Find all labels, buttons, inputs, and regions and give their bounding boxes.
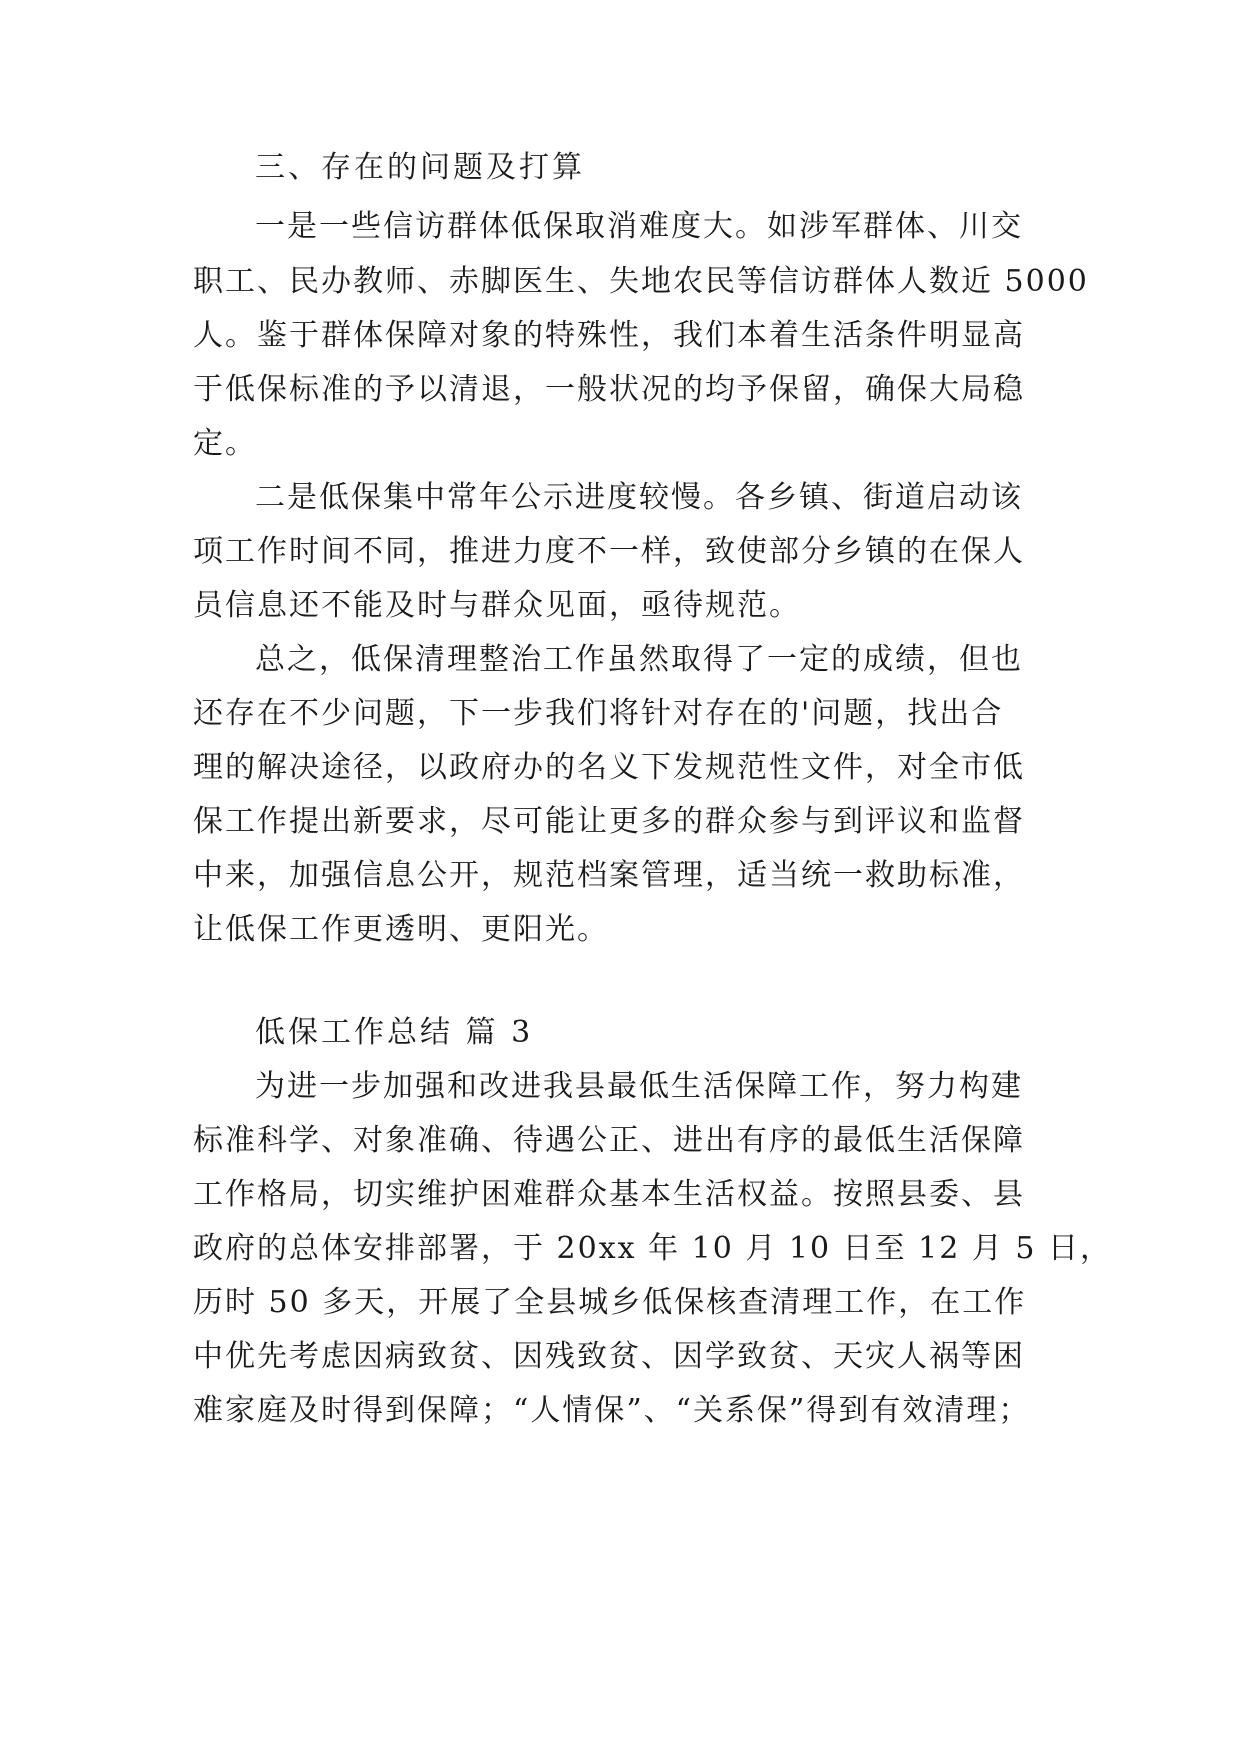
paragraph-line: 人。鉴于群体保障对象的特殊性，我们本着生活条件明显高: [193, 318, 1025, 353]
section-heading: 三、存在的问题及打算: [255, 150, 585, 185]
paragraph-line: 于低保标准的予以清退，一般状况的均予保留，确保大局稳: [193, 372, 1025, 407]
paragraph-line: 让低保工作更透明、更阳光。: [193, 912, 609, 947]
paragraph-line: 总之，低保清理整治工作虽然取得了一定的成绩，但也: [255, 642, 1023, 677]
paragraph-line: 难家庭及时得到保障；“人情保”、“关系保”得到有效清理；: [193, 1393, 1031, 1428]
paragraph-line: 定。: [193, 426, 257, 461]
paragraph-line: 为进一步加强和改进我县最低生活保障工作，努力构建: [255, 1069, 1023, 1104]
paragraph-line: 还存在不少问题，下一步我们将针对存在的'问题，找出合: [193, 696, 1004, 731]
paragraph-line: 历时 50 多天，开展了全县城乡低保核查清理工作，在工作: [193, 1285, 1027, 1320]
paragraph-line: 工作格局，切实维护困难群众基本生活权益。按照县委、县: [193, 1177, 1025, 1212]
paragraph-line: 理的解决途径，以政府办的名义下发规范性文件，对全市低: [193, 750, 1025, 785]
paragraph-line: 员信息还不能及时与群众见面，亟待规范。: [193, 588, 801, 623]
paragraph-line: 职工、民办教师、赤脚医生、失地农民等信访群体人数近 5000: [193, 264, 1089, 299]
paragraph-line: 保工作提出新要求，尽可能让更多的群众参与到评议和监督: [193, 804, 1025, 839]
paragraph-line: 政府的总体安排部署，于 20xx 年 10 月 10 日至 12 月 5 日，: [193, 1231, 1112, 1266]
paragraph-line: 中来，加强信息公开，规范档案管理，适当统一救助标准，: [193, 858, 1025, 893]
paragraph-line: 中优先考虑因病致贫、因残致贫、因学致贫、天灾人祸等困: [193, 1339, 1025, 1374]
paragraph-line: 标准科学、对象准确、待遇公正、进出有序的最低生活保障: [193, 1123, 1025, 1158]
paragraph-line: 二是低保集中常年公示进度较慢。各乡镇、街道启动该: [255, 480, 1023, 515]
part-title: 低保工作总结 篇 3: [255, 1015, 534, 1050]
paragraph-line: 一是一些信访群体低保取消难度大。如涉军群体、川交: [255, 209, 1023, 244]
paragraph-line: 项工作时间不同，推进力度不一样，致使部分乡镇的在保人: [193, 534, 1025, 569]
